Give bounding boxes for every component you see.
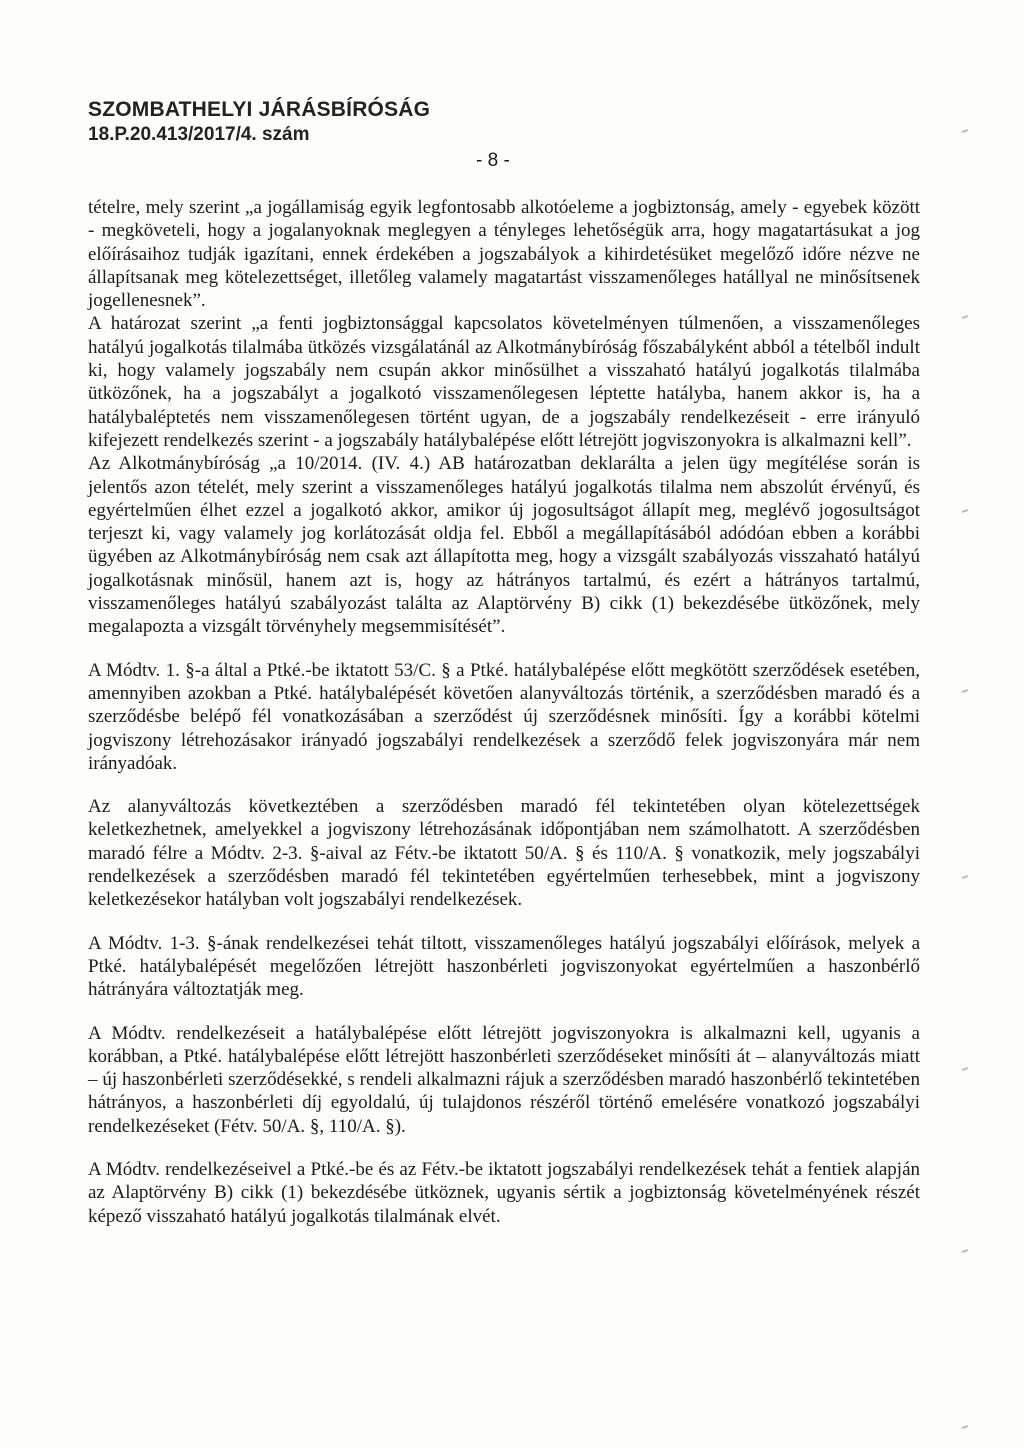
scan-mark <box>962 315 968 319</box>
paragraph-continuation: tételre, mely szerint „a jogállamiság egyik legfontosabb alkotóeleme a jogbiztonság, amely - egyebek között - megköveteli, hogy a jogalanyoknak meglegyen a tényleges lehetőségük arra, hogy magatartásukat a jog előírásaihoz tudják igazítani, ennek érdekében a jogszabályok a kihirdetésüket megelőző időre nézve ne állapítsanak meg kötelezettséget, illetőleg valamely magatartást visszamenőleges hatállyal ne minősítsenek jogellenesnek”. <box>88 197 920 312</box>
page-number: - 8 - <box>476 150 510 171</box>
document-body <box>88 196 920 1228</box>
paragraph-constitutional-court: Az Alkotmánybíróság „a 10/2014. (IV. 4.) AB határozatban deklarálta a jelen ügy megítélése során is jelentős azon tételét, mely szerint a visszamenőleges hatályú jogalkotás tilalma nem abszolút érvényű, és egyértelműen élhet ezzel a jogalkotó akkor, amikor új jogosultságot állapít meg, meglévő jogosultságot terjeszt ki, vagy valamely jog korlátozását oldja fel. Ebből a megállapításából adódóan ebben a korábbi ügyében az Alkotmánybíróság nem csak azt állapította meg, hogy a vizsgált szabályozás visszaható hatályú jogalkotásnak minősül, hanem azt is, hogy az hátrányos tartalmú, és ezért a hátrányos tartalmú, visszamenőleges hatályú szabályozást találta az Alaptörvény B) cikk (1) bekezdésébe ütközőnek, mely megalapozta a vizsgált törvényhely megsemmisítését”. <box>88 453 920 638</box>
court-name: SZOMBATHELYI JÁRÁSBÍRÓSÁG <box>88 98 431 121</box>
scan-mark <box>962 1425 968 1429</box>
scan-mark <box>962 509 968 513</box>
paragraph-alanyvaltozas: Az alanyváltozás következtében a szerződésben maradó fél tekintetében olyan kötelezettségek keletkezhetnek, amelyekkel a jogviszony létrehozásának időpontjában nem számolhatott. A szerződésben maradó félre a Módtv. 2-3. §-aival az Fétv.-be iktatott 50/A. § és 110/A. § vonatkozik, mely jogszabályi rendelkezések a szerződésben maradó fél tekintetében egyértelműen terhesebbek, mint a jogviszony keletkezésekor hatályban volt jogszabályi rendelkezések. <box>88 796 920 911</box>
paragraph-conclusion: A Módtv. rendelkezéseivel a Ptké.-be és az Fétv.-be iktatott jogszabályi rendelkezések tehát a fentiek alapján az Alaptörvény B) cikk (1) bekezdésébe ütköznek, ugyanis sértik a jogbiztonság követelményének részét képező visszaható hatályú jogalkotás tilalmának elvét. <box>88 1158 920 1227</box>
paragraph-modtv-1-3: A Módtv. 1-3. §-ának rendelkezései tehát tiltott, visszamenőleges hatályú jogszabályi előírások, melyek a Ptké. hatálybalépését megelőzően létrejött haszonbérleti jogviszonyokat egyértelműen a haszonbérlő hátrányára változtatják meg. <box>88 932 920 1001</box>
paragraph-decision-quote: A határozat szerint „a fenti jogbiztonsággal kapcsolatos követelményen túlmenően, a visszamenőleges hatályú jogalkotás tilalmába ütközés vizsgálatánál az Alkotmánybíróság főszabályként abból a tételből indult ki, hogy valamely jogszabály nem csupán akkor minősülhet a visszaható hatályú jogalkotás tilalmába ütközőnek, ha a jogszabályt a jogalkotó visszamenőlegesen léptette hatályba, hanem akkor is, ha a hatálybaléptetés nem visszamenőlegesen történt ugyan, de a jogszabály rendelkezéseit - erre irányuló kifejezett rendelkezés szerint - a jogszabály hatálybalépése előtt létrejött jogviszonyokra is alkalmazni kell”. <box>88 313 920 451</box>
case-number: 18.P.20.413/2017/4. szám <box>88 124 310 145</box>
scan-mark <box>962 1249 968 1253</box>
scan-mark <box>962 129 968 133</box>
document-header <box>88 97 430 147</box>
scan-mark <box>962 875 968 879</box>
paragraph-modtv-application: A Módtv. rendelkezéseit a hatálybalépése előtt létrejött jogviszonyokra is alkalmazni kell, ugyanis a korábban, a Ptké. hatálybalépése előtt létrejött haszonbérleti szerződéseket minősíti át – alanyváltozás miatt – új haszonbérleti szerződésekké, s rendeli alkalmazni rájuk a szerződésben maradó haszonbérlő tekintetében hátrányos, a haszonbérleti díj egyoldalú, új tulajdonos részéről történő emelésére vonatkozó jogszabályi rendelkezéseket (Fétv. 50/A. §, 110/A. §). <box>88 1022 920 1137</box>
scan-mark <box>962 689 968 693</box>
paragraph-modtv-1: A Módtv. 1. §-a által a Ptké.-be iktatott 53/C. § a Ptké. hatálybalépése előtt megkötött szerződések esetében, amennyiben azokban a Ptké. hatálybalépését követően alanyváltozás történik, a szerződésben maradó és a szerződésbe belépő fél vonatkozásában a szerződést új szerződésnek minősíti. Így a korábbi kötelmi jogviszony létrehozásakor irányadó jogszabályi rendelkezések a szerződő felek jogviszonyára már nem irányadóak. <box>88 659 920 774</box>
scan-mark <box>962 1067 968 1071</box>
